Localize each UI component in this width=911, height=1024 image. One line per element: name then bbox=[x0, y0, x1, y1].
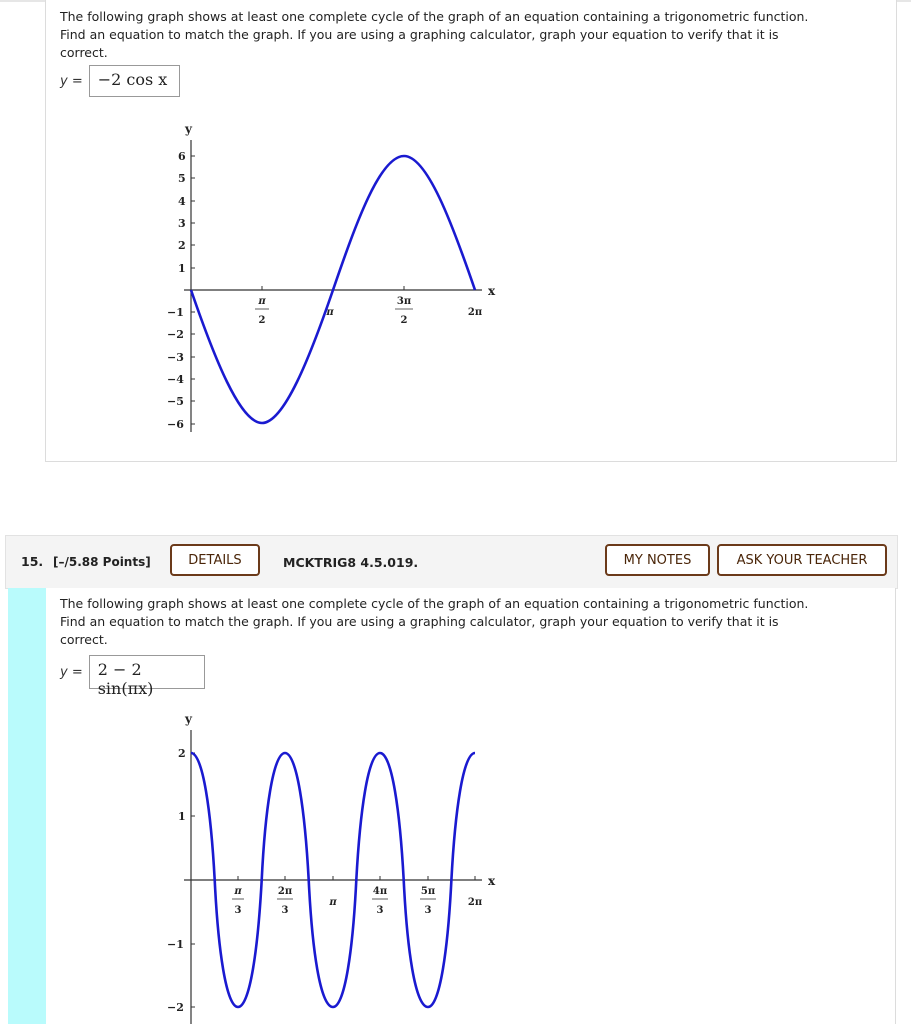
graph-2 bbox=[150, 700, 510, 1024]
svg-text:π: π bbox=[234, 886, 242, 897]
svg-text:π: π bbox=[326, 307, 334, 318]
svg-text:π: π bbox=[329, 897, 337, 908]
svg-text:4π: 4π bbox=[372, 886, 388, 897]
prompt-line: The following graph shows at least one complete cycle of the graph of an equation containing a trigonometric function. bbox=[60, 596, 809, 611]
question-15-answer-row bbox=[60, 655, 205, 698]
x-axis-label: x bbox=[488, 284, 496, 298]
question-points: [–/5.88 Points] bbox=[53, 555, 151, 569]
svg-text:3: 3 bbox=[376, 905, 384, 916]
svg-text:2π: 2π bbox=[277, 886, 293, 897]
svg-text:2π: 2π bbox=[467, 897, 483, 908]
question-code: MCKTRIG8 4.5.019. bbox=[283, 555, 419, 570]
answer-input[interactable]: 2 − 2 sin(πx) bbox=[89, 655, 205, 689]
question-14-prompt bbox=[60, 8, 890, 62]
answer-input[interactable]: −2 cos x bbox=[89, 65, 180, 97]
svg-text:3: 3 bbox=[281, 905, 289, 916]
svg-text:−2: −2 bbox=[167, 1001, 184, 1014]
svg-text:−1: −1 bbox=[167, 306, 184, 319]
svg-text:2: 2 bbox=[178, 747, 186, 760]
svg-text:3π: 3π bbox=[396, 296, 412, 307]
svg-text:−5: −5 bbox=[167, 395, 184, 408]
svg-text:−2: −2 bbox=[167, 328, 184, 341]
y-axis-label: y bbox=[185, 122, 192, 136]
svg-text:−4: −4 bbox=[167, 373, 184, 386]
prompt-line: correct. bbox=[60, 632, 108, 647]
svg-text:π: π bbox=[258, 296, 266, 307]
x-ticks bbox=[255, 286, 482, 326]
svg-text:6: 6 bbox=[178, 150, 186, 163]
svg-text:5: 5 bbox=[178, 172, 186, 185]
question-number: 15. bbox=[21, 554, 44, 569]
y-axis-label: y bbox=[185, 712, 192, 726]
prompt-line: correct. bbox=[60, 45, 108, 60]
svg-text:−3: −3 bbox=[167, 351, 184, 364]
question-15-status-bar bbox=[8, 588, 47, 1024]
prompt-line: Find an equation to match the graph. If you are using a graphing calculator, graph your equation to verify that it is bbox=[60, 614, 779, 629]
svg-text:5π: 5π bbox=[420, 886, 436, 897]
svg-text:3: 3 bbox=[424, 905, 432, 916]
prompt-line: The following graph shows at least one complete cycle of the graph of an equation containing a trigonometric function. bbox=[60, 9, 809, 24]
svg-text:4: 4 bbox=[178, 195, 186, 208]
svg-text:3: 3 bbox=[234, 905, 242, 916]
svg-text:−1: −1 bbox=[167, 938, 184, 951]
svg-text:−6: −6 bbox=[167, 418, 184, 431]
question-15-header bbox=[5, 535, 898, 589]
prompt-line: Find an equation to match the graph. If you are using a graphing calculator, graph your equation to verify that it is bbox=[60, 27, 779, 42]
graph-1 bbox=[150, 110, 510, 440]
x-axis-label: x bbox=[488, 874, 496, 888]
details-button[interactable]: DETAILS bbox=[170, 544, 260, 576]
answer-label: y = bbox=[60, 664, 83, 680]
answer-label: y = bbox=[60, 73, 83, 89]
svg-text:2π: 2π bbox=[467, 307, 483, 318]
svg-text:1: 1 bbox=[178, 810, 186, 823]
svg-text:3: 3 bbox=[178, 217, 186, 230]
svg-text:2: 2 bbox=[258, 315, 266, 326]
svg-text:2: 2 bbox=[178, 239, 186, 252]
question-15-prompt bbox=[60, 595, 890, 649]
svg-text:1: 1 bbox=[178, 262, 186, 275]
question-14-answer-row bbox=[60, 65, 180, 97]
ask-your-teacher-button[interactable]: ASK YOUR TEACHER bbox=[717, 544, 887, 576]
my-notes-button[interactable]: MY NOTES bbox=[605, 544, 710, 576]
svg-text:2: 2 bbox=[400, 315, 408, 326]
